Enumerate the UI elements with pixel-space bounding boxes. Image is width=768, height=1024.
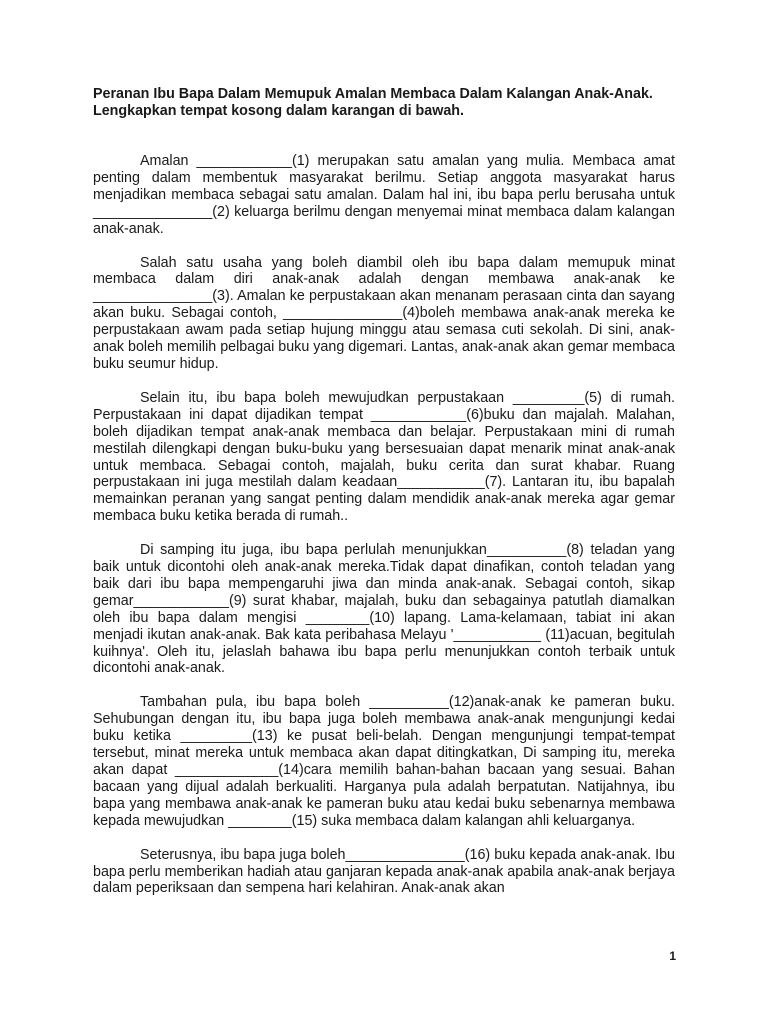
document-title: Peranan Ibu Bapa Dalam Memupuk Amalan Membaca Dalam Kalangan Anak-Anak. [93, 86, 653, 102]
paragraph-6: Seterusnya, ibu bapa juga boleh_______________(16) buku kepada anak-anak. Ibu bapa perlu memberikan hadiah atau ganjaran kepada anak-anak apabila anak-anak berjaya dalam peperiksaan dan sempena hari kelahiran. Anak-anak akan [93, 846, 675, 897]
document-page [93, 86, 675, 914]
paragraph-2: Salah satu usaha yang boleh diambil oleh ibu bapa dalam memupuk minat membaca dalam diri anak-anak adalah dengan membawa anak-anak ke _______________(3). Amalan ke perpustakaan akan menanam perasaan cinta dan sayang akan buku. Sebagai contoh, _______________(4)boleh membawa anak-anak mereka ke perpustakaan awam pada setiap hujung minggu atau semasa cuti sekolah. Di sini, anak-anak boleh memilih pelbagai buku yang digemari. Lantas, anak-anak akan gemar membaca buku seumur hidup. [93, 254, 675, 372]
paragraph-3: Selain itu, ibu bapa boleh mewujudkan perpustakaan _________(5) di rumah. Perpustakaan ini dapat dijadikan tempat ____________(6)buku dan majalah. Malahan, boleh dijadikan tempat anak-anak membaca dan belajar. Perpustakaan mini di rumah mestilah dilengkapi dengan buku-buku yang bersesuaian dapat menarik minat anak-anak untuk membaca. Sebagai contoh, majalah, buku cerita dan surat khabar. Ruang perpustakaan ini juga mestilah dalam keadaan___________(7). Lantaran itu, ibu bapalah memainkan peranan yang sangat penting dalam mendidik anak-anak mereka agar gemar membaca buku ketika berada di rumah.. [93, 389, 675, 525]
paragraph-4: Di samping itu juga, ibu bapa perlulah menunjukkan__________(8) teladan yang baik untuk dicontohi oleh anak-anak mereka.Tidak dapat dinafikan, contoh teladan yang baik dari ibu bapa mempengaruhi jiwa dan minda anak-anak. Sebagai contoh, sikap gemar____________(9) surat khabar, majalah, buku dan sebagainya patutlah diamalkan oleh ibu bapa dalam mengisi ________(10) lapang. Lama-kelamaan, tabiat ini akan menjadi ikutan anak-anak. Bak kata peribahasa Melayu '___________ (11)acuan, begitulah kuihnya'. Oleh itu, jelaslah bahawa ibu bapa perlu menunjukkan contoh terbaik untuk dicontohi anak-anak. [93, 542, 675, 677]
document-instruction: Lengkapkan tempat kosong dalam karangan di bawah. [93, 103, 465, 119]
page-number: 1 [669, 949, 676, 963]
paragraph-1: Amalan ____________(1) merupakan satu amalan yang mulia. Membaca amat penting dalam membentuk masyarakat berilmu. Setiap anggota masyarakat harus menjadikan membaca sebagai satu amalan. Dalam hal ini, ibu bapa perlu berusaha untuk _______________(2) keluarga berilmu dengan menyemai minat membaca dalam kalangan anak-anak. [93, 153, 675, 237]
paragraph-5: Tambahan pula, ibu bapa boleh __________(12)anak-anak ke pameran buku. Sehubungan dengan itu, ibu bapa juga boleh membawa anak-anak mengunjungi kedai buku ketika _________(13) ke pusat beli-belah. Dengan mengunjungi tempat-tempat tersebut, minat mereka untuk membaca akan dapat ditingkatkan, Di samping itu, mereka akan dapat _____________(14)cara memilih bahan-bahan bacaan yang sesuai. Bahan bacaan yang dijual adalah berkualiti. Harganya pula adalah berpatutan. Natijahnya, ibu bapa yang membawa anak-anak ke pameran buku atau kedai buku sebenarnya membawa kepada mewujudkan ________(15) suka membaca dalam kalangan ahli keluarganya. [93, 694, 675, 829]
